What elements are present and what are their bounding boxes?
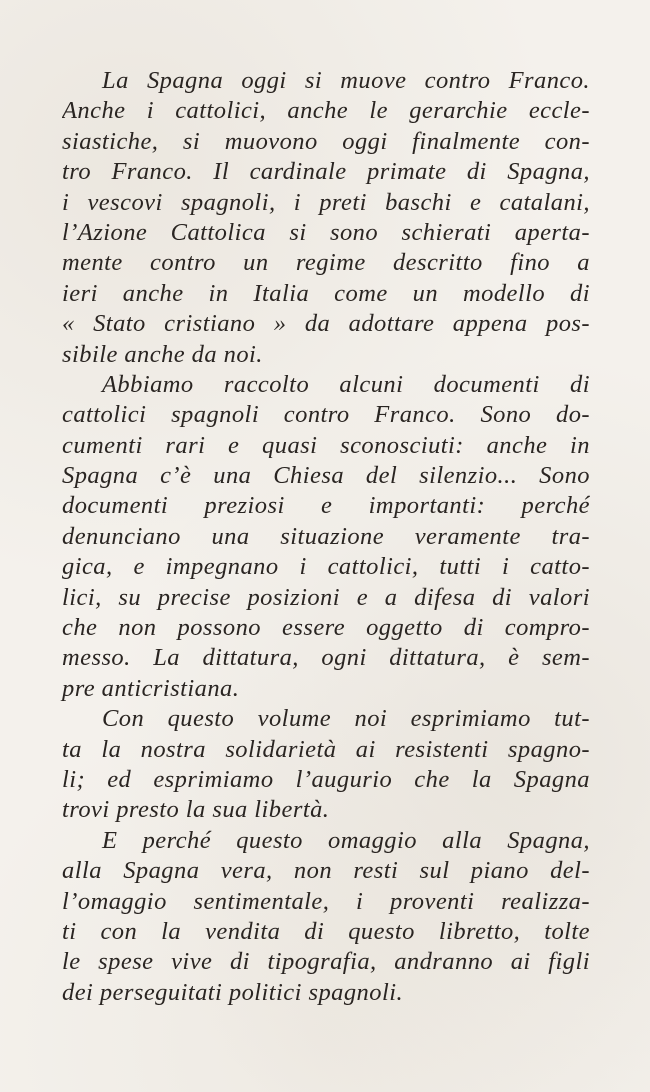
text-line: messo. La dittatura, ogni dittatura, è sem- — [62, 644, 590, 672]
paragraph-3 — [62, 704, 590, 826]
text-line: le spese vive di tipografia, andranno ai figli — [62, 948, 590, 976]
text-line: l’Azione Cattolica si sono schierati aperta- — [62, 218, 590, 246]
text-line: ti con la vendita di questo libretto, tolte — [62, 917, 590, 945]
text-line: denunciano una situazione veramente tra- — [62, 522, 590, 550]
text-line: li; ed esprimiamo l’augurio che la Spagna — [62, 765, 590, 793]
text-line: La Spagna oggi si muove contro Franco. — [102, 67, 590, 94]
text-line: lici, su precise posizioni e a difesa di valori — [62, 583, 590, 611]
text-line: siastiche, si muovono oggi finalmente con- — [62, 127, 590, 155]
paragraph-1 — [62, 66, 590, 370]
text-line: cumenti rari e quasi sconosciuti: anche in — [62, 431, 590, 459]
text-line: i vescovi spagnoli, i preti baschi e catalani, — [62, 188, 590, 216]
text-line: Spagna c’è una Chiesa del silenzio... Sono — [62, 462, 590, 490]
text-line: dei perseguitati politici spagnoli. — [62, 978, 404, 1006]
text-line: sibile anche da noi. — [62, 340, 263, 368]
text-line: cattolici spagnoli contro Franco. Sono do- — [62, 401, 590, 429]
text-line: pre anticristiana. — [62, 674, 240, 702]
body-text — [62, 66, 590, 1008]
text-line: tro Franco. Il cardinale primate di Spagna, — [62, 158, 590, 186]
text-line: Con questo volume noi esprimiamo tut- — [102, 705, 590, 733]
text-line: gica, e impegnano i cattolici, tutti i catto- — [62, 553, 590, 581]
text-line: trovi presto la sua libertà. — [62, 796, 330, 824]
text-line: che non possono essere oggetto di compro- — [62, 614, 590, 642]
text-line: ieri anche in Italia come un modello di — [62, 279, 590, 307]
text-line: l’omaggio sentimentale, i proventi realizza- — [62, 887, 590, 915]
text-line: alla Spagna vera, non resti sul piano del- — [62, 857, 590, 885]
paragraph-2 — [62, 370, 590, 704]
text-line: E perché questo omaggio alla Spagna, — [102, 826, 590, 854]
text-line: ta la nostra solidarietà ai resistenti spagno- — [62, 735, 590, 763]
text-line: « Stato cristiano » da adottare appena pos- — [62, 310, 590, 338]
text-line: documenti preziosi e importanti: perché — [62, 492, 590, 520]
paragraph-4 — [62, 826, 590, 1008]
text-line: Abbiamo raccolto alcuni documenti di — [102, 370, 590, 398]
text-line: Anche i cattolici, anche le gerarchie eccle- — [62, 97, 590, 125]
text-line: mente contro un regime descritto fino a — [62, 249, 590, 277]
